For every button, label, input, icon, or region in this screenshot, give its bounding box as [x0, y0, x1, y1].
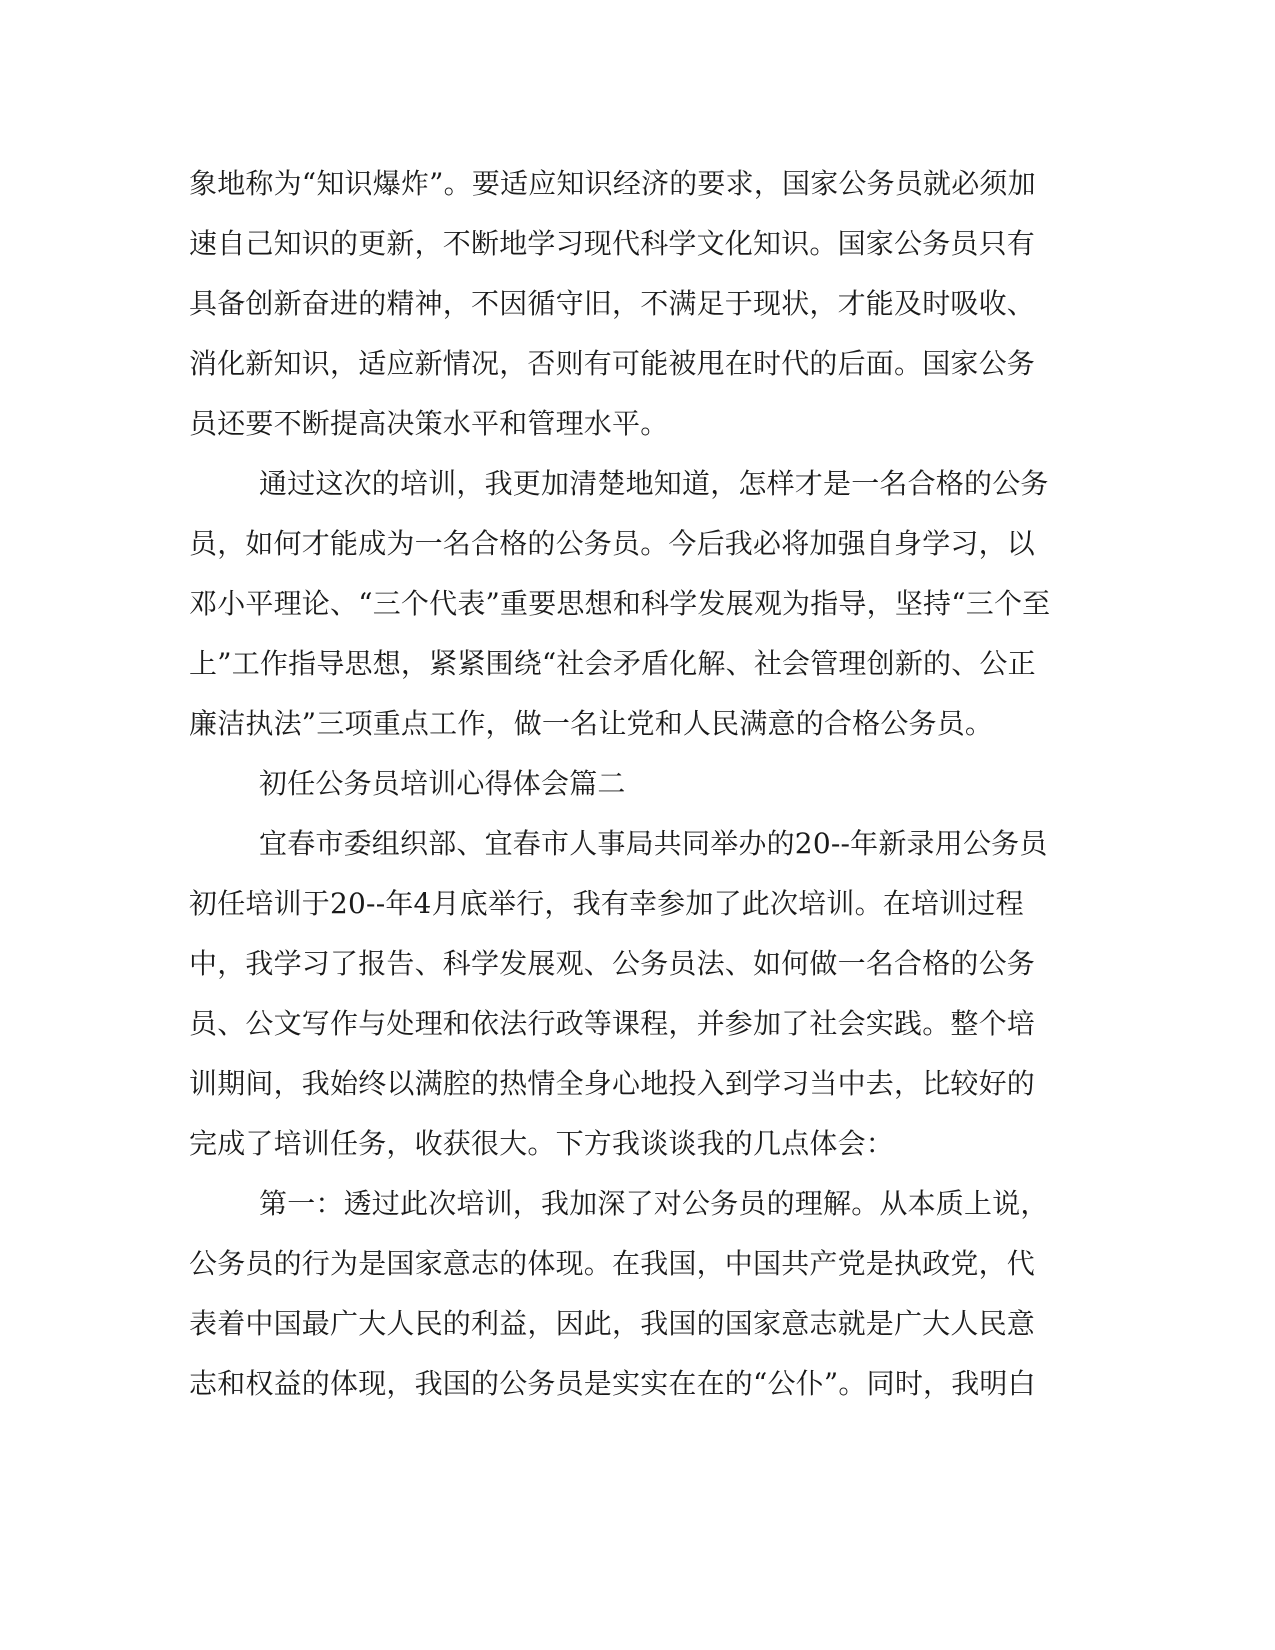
text-line: 志和权益的体现，我国的公务员是实实在在的“公仆”。同时，我明白 [189, 1367, 1036, 1400]
text-line: 具备创新奋进的精神，不因循守旧，不满足于现状，才能及时吸收、 [189, 287, 1036, 320]
paragraph-start-line: 宜春市委组织部、宜春市人事局共同举办的20--年新录用公务员 [259, 827, 1048, 860]
text-line: 员还要不断提高决策水平和管理水平。 [189, 407, 669, 440]
text-line: 邓小平理论、“三个代表”重要思想和科学发展观为指导，坚持“三个至 [189, 587, 1051, 620]
text-line: 表着中国最广大人民的利益，因此，我国的国家意志就是广大人民意 [189, 1307, 1036, 1340]
text-line: 消化新知识，适应新情况，否则有可能被甩在时代的后面。国家公务 [189, 347, 1036, 380]
text-line: 上”工作指导思想，紧紧围绕“社会矛盾化解、社会管理创新的、公正 [189, 647, 1036, 680]
text-line: 廉洁执法”三项重点工作，做一名让党和人民满意的合格公务员。 [189, 707, 994, 740]
text-line: 员、公文写作与处理和依法行政等课程，并参加了社会实践。整个培 [189, 1007, 1036, 1040]
text-line: 速自己知识的更新，不断地学习现代科学文化知识。国家公务员只有 [189, 227, 1036, 260]
section-heading: 初任公务员培训心得体会篇二 [259, 767, 626, 800]
paragraph-start-line: 第一：透过此次培训，我加深了对公务员的理解。从本质上说， [259, 1187, 1049, 1220]
document-body [189, 154, 1069, 1414]
text-line: 中，我学习了报告、科学发展观、公务员法、如何做一名合格的公务 [189, 947, 1036, 980]
text-line: 公务员的行为是国家意志的体现。在我国，中国共产党是执政党，代 [189, 1247, 1036, 1280]
text-line: 初任培训于20--年4月底举行，我有幸参加了此次培训。在培训过程 [189, 887, 1024, 920]
text-line: 训期间，我始终以满腔的热情全身心地投入到学习当中去，比较好的 [189, 1067, 1036, 1100]
text-line: 员，如何才能成为一名合格的公务员。今后我必将加强自身学习，以 [189, 527, 1036, 560]
text-line: 完成了培训任务，收获很大。下方我谈谈我的几点体会： [189, 1127, 895, 1160]
text-line: 象地称为“知识爆炸”。要适应知识经济的要求，国家公务员就必须加 [189, 167, 1036, 200]
paragraph-start-line: 通过这次的培训，我更加清楚地知道，怎样才是一名合格的公务 [259, 467, 1049, 500]
